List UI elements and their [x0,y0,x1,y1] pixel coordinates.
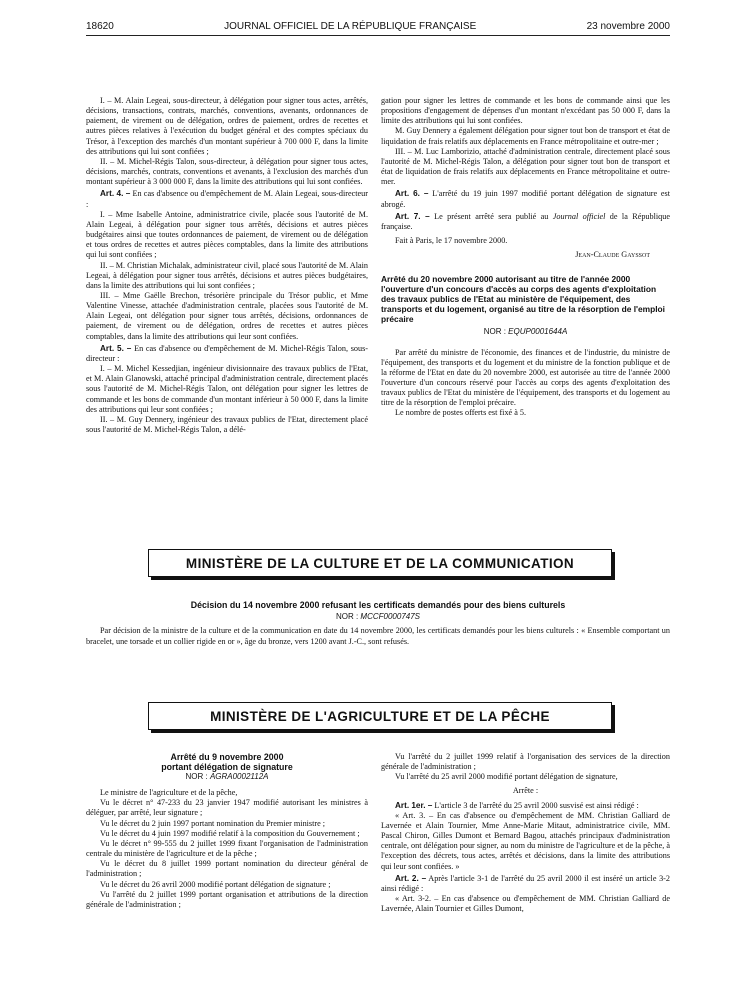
quoted-article-3-2: « Art. 3-2. – En cas d'absence ou d'empêchement de MM. Christian Galliard de Lavernée, Alain Tournier et Gilles Dumont, [381,894,670,914]
nor-value: AGRA0002112A [209,772,269,781]
article-text: de la République française. [381,211,670,231]
paragraph: I. – M. Alain Legeai, sous-directeur, à délégation pour signer tous actes, arrêtés, décisions, transactions, contrats, marchés, conventions, avenants, ordonnances de paiement, de virement ou de délégation, ordres de paiement, ordres de recettes et autres pièces relatives à l'exécution du budget général et des comptes spéciaux du Trésor, à l'exception des marchés d'un montant supérieur à 700 000 F, dans la limite des attributions qui lui sont confiées ; [86,96,368,156]
paragraph: I. – Mme Isabelle Antoine, administratrice civile, placée sous l'autorité de M. Alain Legeai, à délégation pour signer tous arrêtés, décisions et autres pièces budgétaires ainsi que toutes ordonnances de paiement, de virement ou de délégation et tous ordres de recettes et autres pièces comptables, dans la limite des attributions qui lui sont confiées ; [86,209,368,260]
article-7 [381,212,670,232]
nor-reference [381,327,670,337]
paragraph: III. – Mme Gaëlle Brechon, trésorière principale du Trésor public, et Mme Valentine Vinesse, attachée d'administration centrale, placées sous l'autorité de M. Alain Legeai, ont délégation pour signer tous arrêtés, décisions, ordonnances de paiement, de virement ou de délégation, ordres de recettes et autres pièces comptables, dans la limite des attributions qui leur sont confiées. [86,290,368,341]
paragraph: II. – M. Christian Michalak, administrateur civil, placé sous l'autorité de M. Alain Legeai, à délégation pour signer tous arrêtés, décisions et autres pièces budgétaires, dans la limite des attributions qui lui sont confiées ; [86,260,368,290]
nor-reference [86,612,670,622]
visa: Vu le décret n° 99-555 du 2 juillet 1999 fixant l'organisation de l'administration centrale du ministère de l'agriculture et de la pêche ; [86,838,368,859]
article-text: Après l'article 3-1 de l'arrêté du 25 avril 2000 il est inséré un article 3-2 ainsi rédigé : [381,873,670,893]
article-5 [86,344,368,364]
journal-title: JOURNAL OFFICIEL DE LA RÉPUBLIQUE FRANÇAISE [224,21,477,32]
article-label: Art. 5. – [100,343,132,353]
visa: Vu le décret du 26 avril 2000 modifié portant délégation de signature ; [100,879,331,889]
signature: Jean-Claude Gayssot [575,250,650,260]
arrete-word: Arrête : [512,786,539,796]
decision-title: Décision du 14 novembre 2000 refusant les certificats demandés pour des biens culturels [190,600,566,610]
journal-name: Journal officiel [552,211,606,221]
issue-date: 23 novembre 2000 [586,21,670,32]
page-number: 18620 [86,21,114,32]
article-label: Art. 1er. – [395,800,433,810]
article-label: Art. 2. – [395,873,427,883]
ministry-agriculture-heading: MINISTÈRE DE L'AGRICULTURE ET DE LA PÊCHE [148,702,612,730]
article-label: Art. 4. – [100,189,131,199]
decision-body: Par décision de la ministre de la culture et de la communication en date du 14 novembre 2000, les certificats demandés pour les biens culturels : « Ensemble comportant un bracelet, une torsade et un collier rigide en or », âge du bronze, vers 1200 avant J.-C., sont refusés. [86,626,670,646]
visa: Vu le décret du 4 juin 1997 modifié relatif à la composition du Gouvernement ; [100,828,360,838]
ministry-culture-heading: MINISTÈRE DE LA CULTURE ET DE LA COMMUNICATION [148,549,612,577]
visa: Vu le décret n° 47-233 du 23 janvier 1947 modifié autorisant les ministres à déléguer, par arrêté, leur signature ; [86,798,368,818]
article-label: Art. 6. – [395,189,429,199]
visa: Vu l'arrêté du 2 juillet 1999 relatif à l'organisation des services de la direction générale de l'administration ; [381,752,670,772]
arrete-title: Arrêté du 20 novembre 2000 autorisant au titre de l'année 2000 l'ouverture d'un concours d'accès au corps des agents d'exploitation des travaux publics de l'Etat au ministère de l'équipement, des transports et du logement, organisé au titre de la résorption de l'emploi précaire [381,274,665,325]
paragraph: gation pour signer les lettres de commande et les bons de commande ainsi que les propositions d'engagement de dépenses d'un montant n'excédant pas 50 000 F, dans la limite des attributions qui lui sont confiées. [381,96,670,126]
column-right-top [381,96,670,419]
paragraph: III. – M. Luc Lamborizio, attaché d'administration centrale, directement placé sous l'autorité de M. Michel-Régis Talon, a délégation pour signer tout bon de transport et état de liquidation de frais relatifs aux déplacements en France métropolitaine et outre-mer. [381,146,670,187]
paragraph: Le nombre de postes offerts est fixé à 5. [395,408,527,418]
arrete-title-line2: portant délégation de signature [161,762,293,772]
visa: Le ministre de l'agriculture et de la pêche, [100,788,238,798]
article-text: L'arrêté du 19 juin 1997 modifié portant délégation de signature est abrogé. [381,189,670,209]
column-left-top [86,96,368,435]
article-text: En cas d'absence ou d'empêchement de M. Alain Legeai, sous-directeur : [86,189,368,209]
article-2 [381,874,670,894]
column-left-bottom [86,752,368,910]
page-header [86,16,670,36]
quoted-article-3: « Art. 3. – En cas d'absence ou d'empêchement de MM. Christian Galliard de Lavernée et Alain Tournier, Mme Anne-Marie Mitaut, administratrice civile, MM. Pascal Chiron, Gilles Dumont et Bernard Bagou, attachés principaux d'administration centrale, ont délégation pour signer, au nom du ministre de l'agriculture et de la pêche, à l'exception des décrets, tous actes, arrêtés et décisions, dans la limite des attributions qui leur sont confiées. » [381,810,670,871]
article-6 [381,189,670,209]
article-text: Le présent arrêté sera publié au [429,211,553,221]
nor-value: EQUP0001644A [508,327,568,337]
article-4 [86,189,368,209]
article-text: L'article 3 de l'arrêté du 25 avril 2000 susvisé est ainsi rédigé : [432,800,639,810]
paragraph: II. – M. Guy Dennery, ingénieur des travaux publics de l'Etat, directement placé sous l'autorité de M. Michel-Régis Talon, a délé- [86,414,368,434]
column-right-bottom [381,752,670,914]
visa: Vu le décret du 2 juin 1997 portant nomination du Premier ministre ; [100,818,326,828]
nor-label: NOR : [483,327,509,337]
visa: Vu l'arrêté du 25 avril 2000 modifié portant délégation de signature, [395,772,618,782]
nor-label: NOR : [185,772,210,781]
visa: Vu le décret du 8 juillet 1999 portant nomination du directeur général de l'administration ; [86,859,368,879]
article-1 [381,801,670,811]
arrete-title-line1: Arrêté du 9 novembre 2000 [170,752,284,762]
nor-reference [86,772,368,782]
nor-label: NOR : [335,612,361,622]
paragraph: M. Guy Dennery a également délégation pour signer tout bon de transport et état de liquidation de frais relatifs aux déplacements en France métropolitaine et outre-mer ; [381,126,670,146]
nor-value: MCCF0000747S [360,612,421,622]
fait-a-paris: Fait à Paris, le 17 novembre 2000. [395,236,508,246]
culture-decision [86,600,670,647]
paragraph: I. – M. Michel Kessedjian, ingénieur divisionnaire des travaux publics de l'Etat, et M. Alain Glanowski, attaché principal d'administration centrale, directement placés sous l'autorité de M. Michel-Régis Talon, ont délégation pour signer les lettres de commande et les bons de commande d'un montant inférieur à 50 000 F, dans la limite des attributions qui leur sont confiées ; [86,364,368,414]
article-text: En cas d'absence ou d'empêchement de M. Michel-Régis Talon, sous-directeur : [86,343,368,363]
paragraph: II. – M. Michel-Régis Talon, sous-directeur, à délégation pour signer tous actes, décisions, marchés, contrats, conventions et avenants, à l'exclusion des marchés d'un montant supérieur à 3 000 000 F, dans la limite des attributions qui lui sont confiées. [86,156,368,187]
article-label: Art. 7. – [395,211,430,221]
visa: Vu l'arrêté du 2 juillet 1999 portant organisation et attributions de la direction générale de l'administration ; [86,889,368,909]
paragraph: Par arrêté du ministre de l'économie, des finances et de l'industrie, du ministre de l'équipement, des transports et du logement et du ministre de la fonction publique et de la réforme de l'Etat en date du 20 novembre 2000, est autorisée au titre de l'année 2000 l'ouverture d'un concours réservé pour l'accès au corps des agents d'exploitation des travaux publics de l'Etat du ministère de l'équipement, des transports et du logement au titre de la résorption de l'emploi précaire. [381,347,670,408]
